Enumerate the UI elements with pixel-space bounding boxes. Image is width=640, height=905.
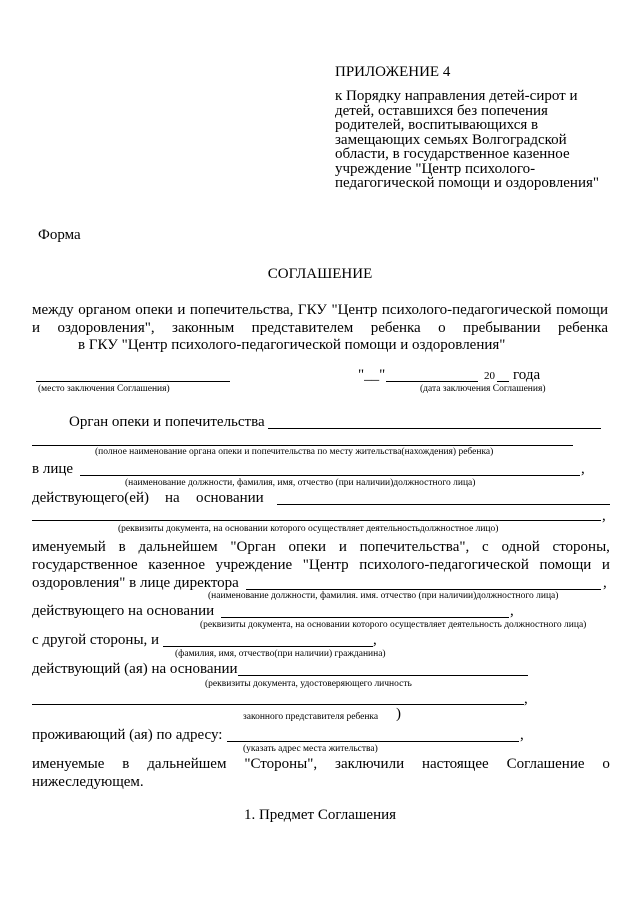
word: именуемый	[32, 539, 106, 555]
word: государственное	[32, 557, 138, 573]
comma: ,	[581, 461, 585, 477]
word: одной	[501, 539, 540, 555]
director-caption: (наименование должности, фамилия. имя. отчество (при наличии)должностного лица)	[208, 591, 559, 601]
named-line-2	[32, 557, 610, 574]
word: помощи	[539, 557, 592, 573]
organ-caption: (полное наименование органа опеки и попечительства по месту жительства(нахождения) ребенка)	[95, 447, 494, 457]
address-caption: (указать адрес места жительства)	[243, 744, 378, 754]
named-line-1	[32, 539, 610, 556]
subtitle-line: между органом опеки и попечительства, ГКУ "Центр психолого-педагогической помощи	[32, 302, 608, 318]
comma: ,	[524, 691, 528, 707]
ref-line: замещающих семьях Волгоградской	[335, 131, 567, 148]
position-caption: (наименование должности, фамилия, имя, отчество (при наличии)должностного лица)	[125, 478, 476, 488]
place-field[interactable]	[36, 381, 230, 382]
acting-label-3: основании	[196, 490, 264, 506]
word: именуемые	[32, 756, 105, 772]
ref-line: учреждение "Центр психолого-	[335, 160, 536, 177]
acting3-field[interactable]	[238, 675, 528, 676]
word: с	[482, 539, 489, 555]
ref-line: области, в государственное казенное	[335, 146, 570, 162]
acting-label-1: действующего(ей)	[32, 490, 149, 506]
comma: ,	[520, 727, 524, 743]
person-field[interactable]	[163, 646, 373, 647]
word: казенное	[148, 557, 205, 573]
docs2-caption: (реквизиты документа, на основании которого осуществляет деятельность должностного лица)	[200, 620, 587, 630]
id-field[interactable]	[32, 704, 524, 705]
word: дальнейшем	[138, 539, 218, 555]
acting-label-2: на	[165, 490, 180, 506]
place-caption: (место заключения Соглашения)	[38, 384, 170, 394]
word: учреждение	[215, 557, 293, 573]
organ-field-cont[interactable]	[32, 445, 573, 446]
word: настоящее	[421, 756, 489, 772]
subtitle-line: в ГКУ "Центр психолого-педагогической помощи и оздоровления"	[78, 337, 506, 353]
organ-field[interactable]	[268, 428, 601, 429]
acting3-label: действующий (ая) на основании	[32, 661, 238, 677]
word: "Центр	[302, 557, 349, 573]
person-caption: (фамилия, имя, отчество(при наличии) гражданина)	[175, 649, 386, 659]
date-year-prefix: 20	[484, 370, 495, 382]
word: о	[602, 756, 610, 772]
word: и	[338, 539, 347, 555]
document-title: СОГЛАШЕНИЕ	[267, 266, 373, 282]
ref-line: детей, оставшихся без попечения	[335, 102, 548, 119]
address-field[interactable]	[227, 741, 519, 742]
parties-line-1	[32, 756, 610, 773]
word: психолого-педагогической	[359, 557, 529, 573]
id-caption: (реквизиты документа, удостоверяющего личность	[205, 679, 412, 689]
ref-line: к Порядку направления детей-сирот и	[335, 88, 578, 104]
word: и	[601, 557, 610, 573]
date-year-suffix: года	[513, 367, 541, 383]
acting2-field[interactable]	[221, 617, 509, 618]
word: стороны,	[552, 539, 610, 555]
word: "Стороны",	[244, 756, 318, 772]
rep-paren: )	[396, 706, 401, 722]
appendix-heading: ПРИЛОЖЕНИЕ 4	[335, 64, 451, 80]
word: "Орган	[230, 539, 276, 555]
organ-label: Орган опеки и попечительства	[69, 414, 265, 430]
word: заключили	[335, 756, 405, 772]
acting-field-cont[interactable]	[32, 520, 601, 521]
comma: ,	[603, 575, 607, 591]
section-title: 1. Предмет Соглашения	[243, 807, 397, 823]
acting2-label: действующего на основании	[32, 603, 215, 619]
word: в	[118, 539, 126, 555]
rep-caption: законного представителя ребенка	[243, 712, 379, 722]
director-field[interactable]	[246, 589, 601, 590]
acting-field[interactable]	[277, 504, 610, 505]
ref-line: педагогической помощи и оздоровления"	[335, 175, 600, 191]
word: попечительства",	[359, 539, 470, 555]
date-caption: (дата заключения Соглашения)	[420, 384, 546, 394]
other-side-label: с другой стороны, и	[32, 632, 160, 648]
in-person-label: в лице	[32, 461, 74, 477]
date-year-field[interactable]	[497, 381, 509, 382]
date-day: "__"	[358, 367, 386, 383]
appendix-reference	[335, 89, 605, 191]
subtitle-line: и оздоровления", законным представителем ребенка о пребывании ребенка	[32, 320, 608, 336]
ref-line: родителей, воспитывающихся в	[335, 117, 539, 133]
comma: ,	[510, 603, 514, 619]
comma: ,	[602, 508, 606, 524]
form-label: Форма	[38, 227, 81, 243]
word: дальнейшем	[147, 756, 227, 772]
residing-label: проживающий (ая) по адресу:	[32, 727, 223, 743]
comma: ,	[373, 632, 377, 648]
word: в	[122, 756, 130, 772]
position-field[interactable]	[80, 475, 580, 476]
docs-caption: (реквизиты документа, на основании которого осуществляет деятельностьдолжностное лицо)	[118, 524, 499, 534]
word: Соглашение	[506, 756, 585, 772]
named-line-3: оздоровления" в лице директора	[32, 575, 239, 591]
word: опеки	[288, 539, 327, 555]
parties-line-2: нижеследующем.	[32, 774, 144, 790]
date-month-field[interactable]	[386, 381, 478, 382]
